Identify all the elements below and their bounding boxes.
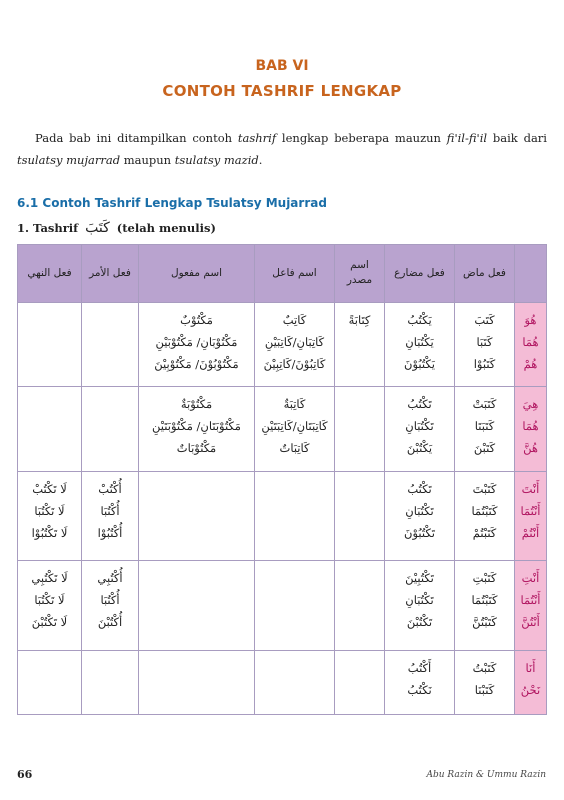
intro-term: fi'il-fi'il [446,131,488,145]
cell-word: لَا تَكْتُبَا [34,503,65,518]
cell-mashdar [335,650,385,714]
subsection-verb: كَتَبَ [85,220,110,236]
chapter-number: BAB VI [255,58,309,74]
cell-nahy [18,561,82,651]
cell-word: هِيَ [522,397,539,412]
tashrif-table [17,244,547,715]
cell-word: كَاتِبَةٌ [283,397,306,412]
header-pronoun [515,245,547,303]
cell-word: أَنْتُمْ [521,525,540,540]
cell-mashdar [335,561,385,651]
cell-fail [255,471,335,561]
table-header-row [18,245,547,303]
cell-maful [139,387,255,471]
cell-word: مَكْتُوْبٌ [180,312,213,327]
table-row [18,302,547,386]
subsection-suffix: (telah menulis) [112,221,216,235]
table-row [18,471,547,561]
cell-madhi [455,650,515,714]
cell-word: تَكْتُبُ [407,397,432,412]
cell-amr [82,650,139,714]
cell-word: كَتَبْتُمَا [471,593,498,608]
subsection-title [17,220,216,236]
cell-word: أَنْتَ [521,481,540,496]
cell-madhi [455,561,515,651]
cell-word: كَاتِبَانِ/كَاتِبَيْنِ [264,334,325,349]
cell-word: كَتَبَا [476,334,493,349]
header-fail: اسم فاعل [255,245,335,303]
cell-word: تَكْتُبُوْنَ [404,525,435,540]
cell-word: كَتَبُوْا [473,356,496,371]
header-amr: فعل الأمر [82,245,139,303]
cell-word: كَتَبْتُنَّ [472,615,497,630]
cell-word: مَكْتُوْبُوْنَ/ مَكْتُوْبِيْنَ [154,356,239,371]
cell-word: يَكْتُبُ [407,312,432,327]
cell-word: أَنْتُنَّ [521,615,540,630]
cell-fail [255,561,335,651]
cell-pronouns [515,561,547,651]
chapter-title: CONTOH TASHRIF LENGKAP [162,82,402,100]
cell-pronouns [515,650,547,714]
section-title: 6.1 Contoh Tashrif Lengkap Tsulatsy Mujarrad [17,196,327,210]
cell-mudhari [385,471,455,561]
cell-word: يَكْتُبُوْنَ [404,356,435,371]
cell-word: تَكْتُبِيْنَ [405,571,434,586]
cell-pronouns [515,387,547,471]
cell-word: تَكْتُبْنَ [406,615,433,630]
subsection-prefix: 1. Tashrif [17,221,83,235]
cell-word: أُكْتُبْنَ [97,615,123,630]
cell-word: لَا تَكْتُبَا [34,593,65,608]
cell-word: كَتَبْتُ [472,660,497,675]
cell-word: كَتَبْنَا [474,682,495,697]
intro-term: tsulatsy mujarrad [17,153,121,167]
cell-word: يَكْتُبْنَ [406,441,433,456]
cell-amr [82,471,139,561]
header-maful: اسم مفعول [139,245,255,303]
cell-mashdar [335,471,385,561]
intro-text: lengkap beberapa mauzun [276,131,447,145]
cell-word: أُكْتُبَا [100,593,120,608]
cell-word: كَتَبَتَا [474,419,495,434]
cell-maful [139,302,255,386]
cell-madhi [455,302,515,386]
cell-word: هُمْ [523,356,538,371]
cell-word: يَكْتُبَانِ [405,334,434,349]
table-row [18,561,547,651]
cell-pronouns [515,471,547,561]
cell-word: أَكْتُبُ [407,660,432,675]
cell-maful [139,471,255,561]
cell-word: كَتَبْتُمَا [471,503,498,518]
cell-amr [82,387,139,471]
cell-mudhari [385,302,455,386]
cell-fail [255,302,335,386]
cell-word: تَكْتُبَانِ [405,593,434,608]
cell-mudhari [385,650,455,714]
cell-word: أُكْتُبُوْا [97,525,123,540]
intro-text: baik dari [487,131,547,145]
header-mashdar-line2: مصدر [346,274,373,287]
intro-term: tsulatsy mazid [174,153,259,167]
cell-word: لَا تَكْتُبْ [32,481,67,496]
cell-word: كِتَابَةً [348,312,371,327]
intro-paragraph [17,127,547,171]
cell-word: أَنْتُمَا [520,593,541,608]
cell-madhi [455,387,515,471]
cell-madhi [455,471,515,561]
cell-maful [139,561,255,651]
header-nahy: فعل النهي [18,245,82,303]
header-mashdar [335,245,385,303]
cell-fail [255,650,335,714]
cell-mashdar [335,387,385,471]
cell-mudhari [385,387,455,471]
cell-word: تَكْتُبُ [407,481,432,496]
cell-word: لَا تَكْتُبِي [31,571,68,586]
cell-word: نَحْنُ [520,682,541,697]
cell-word: أَنْتِ [521,571,540,586]
cell-word: لَا تَكْتُبْنَ [31,615,68,630]
footer-author: Abu Razin & Ummu Razin [426,770,546,780]
cell-word: مَكْتُوْبَانِ/ مَكْتُوْبَيْنِ [155,334,238,349]
cell-word: كَتَبْتَ [472,481,497,496]
cell-word: نَكْتُبُ [407,682,432,697]
cell-fail [255,387,335,471]
cell-word: مَكْتُوْبَةٌ [180,397,213,412]
cell-word: أَنْتُمَا [520,503,541,518]
cell-word: هُنَّ [523,441,538,456]
cell-word: هُمَا [522,334,539,349]
cell-mudhari [385,561,455,651]
intro-text: Pada bab ini ditampilkan contoh [35,131,238,145]
cell-word: هُوَ [524,312,537,327]
cell-amr [82,561,139,651]
cell-maful [139,650,255,714]
cell-word: تَكْتُبَانِ [405,419,434,434]
cell-word: مَكْتُوْبَتَانِ/ مَكْتُوْبَتَيْنِ [152,419,241,434]
table-row [18,650,547,714]
header-mashdar-line1: اسم [350,259,369,272]
intro-text: . [258,153,263,167]
cell-word: أُكْتُبْ [98,481,122,496]
cell-word: أُكْتُبَا [100,503,120,518]
cell-word: كَاتِبُوْنَ/كَاتِبِيْنَ [263,356,326,371]
cell-amr [82,302,139,386]
cell-word: كَتَبْتُمْ [472,525,497,540]
header-mudhari: فعل مضارع [385,245,455,303]
header-madhi: فعل ماض [455,245,515,303]
intro-text: maupun [120,153,175,167]
cell-word: كَاتِبَتَانِ/كَاتِبَتَيْنِ [261,419,328,434]
cell-word: أُكْتُبِي [97,571,123,586]
cell-nahy [18,471,82,561]
cell-word: كَتَبَتْ [472,397,497,412]
cell-nahy [18,387,82,471]
cell-nahy [18,650,82,714]
cell-word: مَكْتُوْبَاتٌ [176,441,217,456]
cell-word: كَتَبَ [474,312,495,327]
cell-mashdar [335,302,385,386]
cell-word: كَاتِبَاتٌ [279,441,310,456]
intro-term: tashrif [237,131,277,145]
cell-word: كَتَبْتِ [472,571,497,586]
cell-word: لَا تَكْتُبُوْا [31,525,68,540]
cell-word: كَتَبْنَ [473,441,496,456]
cell-pronouns [515,302,547,386]
cell-nahy [18,302,82,386]
table-row [18,387,547,471]
cell-word: كَاتِبٌ [282,312,307,327]
cell-word: هُمَا [522,419,539,434]
page-number: 66 [17,768,33,781]
cell-word: أَنَا [525,660,536,675]
cell-word: تَكْتُبَانِ [405,503,434,518]
